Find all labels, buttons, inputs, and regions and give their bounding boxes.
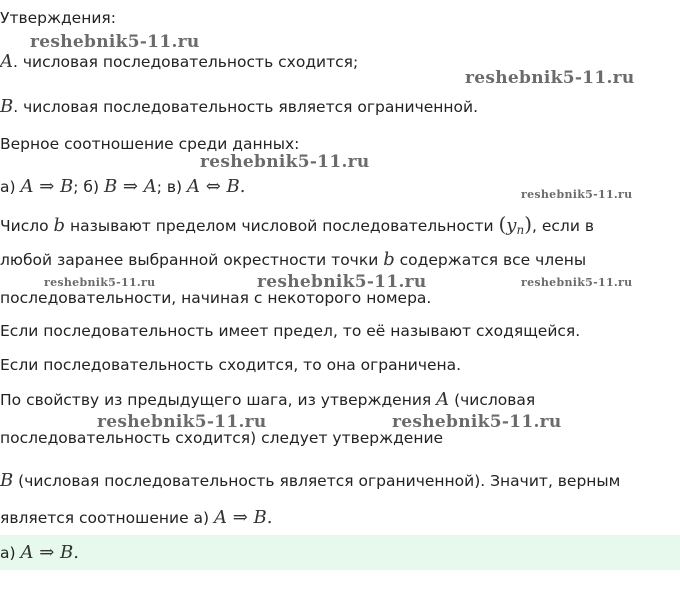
definition-line-2	[0, 250, 586, 270]
option-b-label: ; б)	[73, 178, 104, 196]
conclusion-line-3	[0, 471, 620, 491]
concl-3-var: B	[0, 470, 14, 491]
statement-a-text: . числовая последовательность сходится;	[13, 53, 359, 71]
watermark: reshebnik5-11.ru	[44, 276, 156, 289]
def-1-pre: Число	[0, 217, 54, 235]
watermark: reshebnik5-11.ru	[97, 412, 267, 432]
def-1-mid: называют пределом числовой последовательности	[65, 217, 499, 235]
statement-b	[0, 97, 478, 117]
answer-label: а)	[0, 544, 21, 562]
def-1-var: b	[53, 215, 66, 236]
watermark: reshebnik5-11.ru	[521, 276, 633, 289]
watermark: reshebnik5-11.ru	[465, 68, 635, 88]
statement-a	[0, 52, 358, 72]
answer-end: .	[73, 542, 79, 563]
def-2-var: b	[383, 249, 395, 270]
concl-4-math: A ⇒ B	[214, 507, 267, 528]
answer-box	[0, 535, 680, 570]
watermark: reshebnik5-11.ru	[200, 152, 370, 172]
watermark: reshebnik5-11.ru	[521, 188, 633, 201]
conclusion-line-1	[0, 390, 535, 410]
option-b-math: B ⇒ A	[103, 176, 157, 197]
statement-a-letter: A	[0, 51, 13, 72]
convergence-definition: Если последовательность имеет предел, то её называют сходящейся.	[0, 322, 581, 340]
concl-1-post: (числовая	[449, 391, 536, 409]
concl-4-pre: является соотношение а)	[0, 509, 215, 527]
paren-close: )	[524, 212, 533, 236]
definition-line-3: последовательности, начиная с некоторого номера.	[0, 289, 432, 307]
concl-1-var: A	[436, 389, 450, 410]
question-options	[0, 177, 245, 197]
option-c-label: ; в)	[156, 178, 187, 196]
statement-b-text: . числовая последовательность является ограниченной.	[13, 98, 479, 116]
concl-3-post: (числовая последовательность является ограниченной). Значит, верным	[13, 472, 621, 490]
concl-4-end: .	[266, 507, 273, 528]
options-end: .	[239, 176, 246, 197]
definition-line-1	[0, 214, 594, 240]
paren-open: (	[498, 212, 507, 236]
def-1-post: , если в	[532, 217, 594, 235]
watermark: reshebnik5-11.ru	[30, 32, 200, 52]
answer	[0, 543, 79, 563]
def-2-post: содержатся все члены	[394, 251, 587, 269]
option-a-label: а)	[0, 178, 21, 196]
def-1-seq: y	[506, 215, 517, 236]
boundedness-property: Если последовательность сходится, то она ограничена.	[0, 356, 462, 374]
watermark: reshebnik5-11.ru	[257, 272, 427, 292]
def-2-pre: любой заранее выбранной окрестности точки	[0, 251, 384, 269]
def-1-sub: n	[516, 223, 525, 237]
statement-b-letter: B	[0, 96, 14, 117]
question-text: Верное соотношение среди данных:	[0, 135, 300, 153]
option-a-math: A ⇒ B	[20, 176, 74, 197]
watermark: reshebnik5-11.ru	[392, 412, 562, 432]
conclusion-line-4	[0, 508, 273, 528]
concl-1-pre: По свойству из предыдущего шага, из утверждения	[0, 391, 437, 409]
option-c-math: A ⇔ B	[186, 176, 240, 197]
conclusion-line-2: последовательность сходится) следует утверждение	[0, 429, 444, 447]
statements-heading: Утверждения:	[0, 9, 116, 27]
answer-math: A ⇒ B	[20, 542, 74, 563]
